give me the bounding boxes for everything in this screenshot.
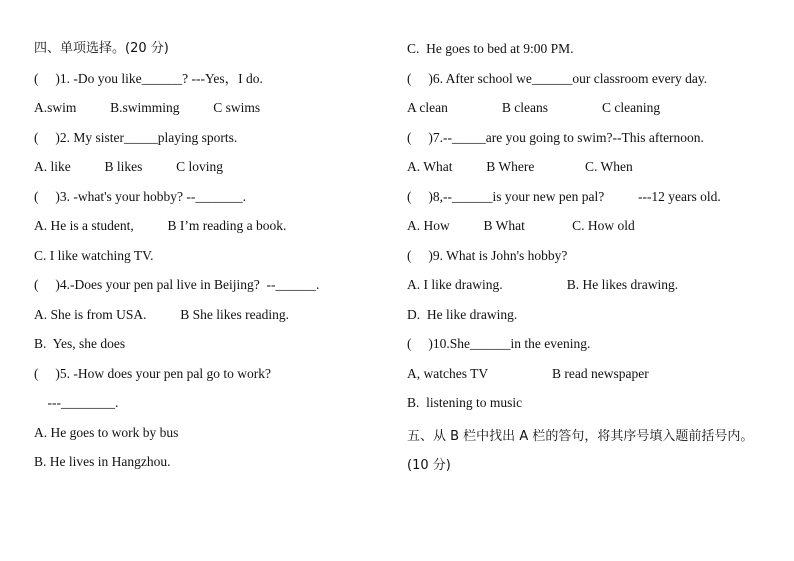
question-4-options-ab: A. She is from USA. B She likes reading.: [34, 306, 289, 322]
question-3-options-ab: A. He is a student, B I’m reading a book.: [34, 218, 287, 233]
question-1: ( )1. -Do you like______? ---Yes，I do.: [34, 70, 263, 86]
question-9: ( )9. What is John's hobby?: [407, 247, 568, 263]
question-10: ( )10.She______in the evening.: [407, 336, 591, 351]
question-6-options: A clean B cleans C cleaning: [407, 100, 661, 115]
question-5: ( )5. -How does your pen pal go to work?: [34, 365, 271, 381]
question-2-options: A. like B likes C loving: [34, 159, 223, 174]
question-4-option-b2: B. Yes, she does: [34, 336, 126, 351]
section-five-heading: 五、从 B 栏中找出 A 栏的答句，将其序号填入题前括号内。(10 分): [407, 428, 754, 473]
question-9-options-ab: A. I like drawing. B. He likes drawing.: [407, 277, 679, 292]
question-4: ( )4.-Does your pen pal live in Beijing? --______.: [34, 277, 320, 292]
question-6: ( )6. After school we______our classroom every day.: [407, 70, 708, 86]
question-9-option-d: D. He like drawing.: [407, 306, 518, 322]
question-1-options: A.swim B.swimming C swims: [34, 100, 261, 115]
question-7-options: A. What B Where C. When: [407, 159, 633, 174]
question-2: ( )2. My sister_____playing sports.: [34, 129, 238, 145]
question-3-option-c: C. I like watching TV.: [34, 247, 154, 263]
question-5-option-a: A. He goes to work by bus: [34, 424, 179, 440]
question-5-option-b: B. He lives in Hangzhou.: [34, 454, 171, 469]
question-10-options-ab: A, watches TV B read newspaper: [407, 365, 649, 381]
section-four-heading: 四、单项选择。(20 分): [34, 41, 169, 56]
question-7: ( )7.--_____are you going to swim?--This afternoon.: [407, 129, 704, 145]
question-5-answer-blank: ---________.: [34, 395, 119, 410]
left-column: [34, 38, 384, 481]
question-10-option-b2: B. listening to music: [407, 395, 523, 410]
question-3: ( )3. -what's your hobby? --_______.: [34, 188, 247, 204]
question-5-option-c: C. He goes to bed at 9:00 PM.: [407, 41, 574, 56]
question-8: ( )8,--______is your new pen pal? ---12 years old.: [407, 188, 721, 204]
right-column: [407, 38, 767, 480]
question-8-options: A. How B What C. How old: [407, 218, 635, 233]
